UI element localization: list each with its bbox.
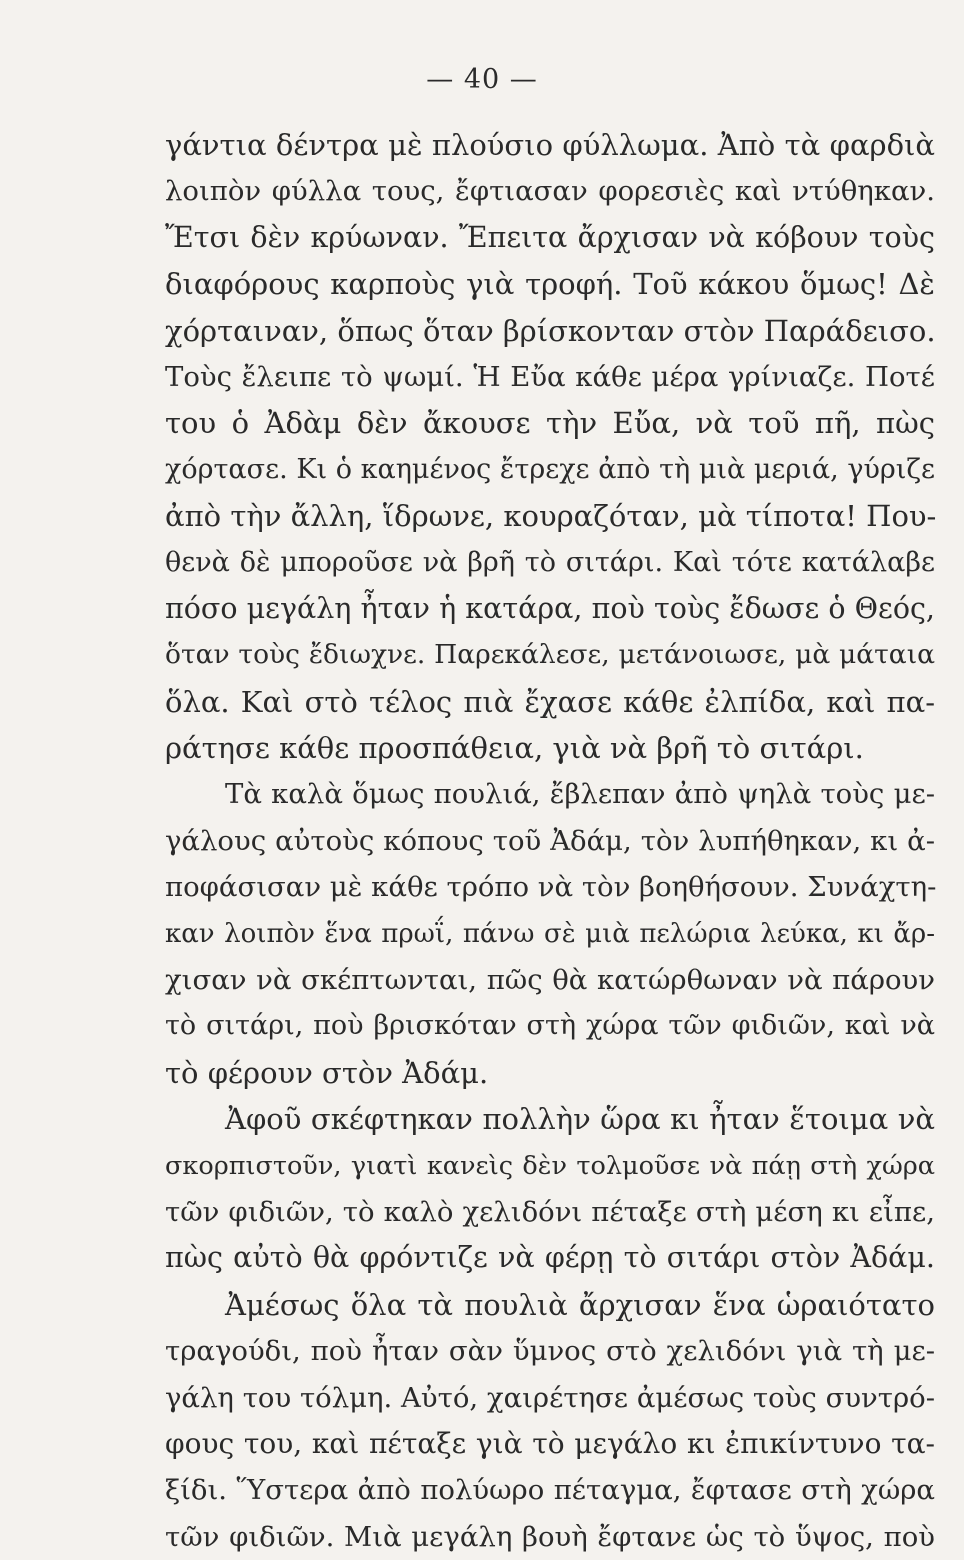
text-line: γάντια δέντρα μὲ πλούσιο φύλλωμα. Ἀπὸ τὰ φαρδιὰ (165, 128, 935, 162)
text-line: θενὰ δὲ μποροῦσε νὰ βρῆ τὸ σιτάρι. Καὶ τότε κατάλαβε (165, 546, 935, 578)
text-line: φους του, καὶ πέταξε γιὰ τὸ μεγάλο κι ἐπικίντυνο τα- (165, 1426, 935, 1460)
text-line: πὼς αὐτὸ θὰ φρόντιζε νὰ φέρῃ τὸ σιτάρι στὸν Ἀδάμ. (165, 1241, 935, 1275)
text-line: γάλους αὐτοὺς κόπους τοῦ Ἀδάμ, τὸν λυπήθηκαν, κι ἀ- (165, 824, 935, 857)
text-line: Ἀφοῦ σκέφτηκαν πολλὴν ὥρα κι ἦταν ἕτοιμα νὰ (225, 1102, 935, 1137)
text-line: λοιπὸν φύλλα τους, ἔφτιασαν φορεσιὲς καὶ ντύθηκαν. (165, 175, 935, 208)
text-line: Ἔτσι δὲν κρύωναν. Ἔπειτα ἄρχισαν νὰ κόβουν τοὺς (165, 220, 935, 254)
text-line: γάλη του τόλμη. Αὐτό, χαιρέτησε ἀμέσως τοὺς συντρό- (165, 1381, 935, 1414)
text-line: του ὁ Ἀδὰμ δὲν ἄκουσε τὴν Εὔα, νὰ τοῦ πῆ, πὼς (165, 406, 935, 441)
page-number: — 40 — (426, 64, 538, 95)
text-line: τραγούδι, ποὺ ἦταν σὰν ὕμνος στὸ χελιδόνι γιὰ τὴ με- (165, 1335, 935, 1368)
text-line: ξίδι. Ὕστερα ἀπὸ πολύωρο πέταγμα, ἔφτασε στὴ χώρα (165, 1474, 935, 1507)
text-line: τῶν φιδιῶν. Μιὰ μεγάλη βουὴ ἔφτανε ὡς τὸ ὕψος, ποὺ (165, 1520, 935, 1553)
text-line: ὅταν τοὺς ἔδιωχνε. Παρεκάλεσε, μετάνοιωσε, μὰ μάταια (165, 639, 935, 671)
text-line: Τοὺς ἔλειπε τὸ ψωμί. Ἡ Εὔα κάθε μέρα γρίνιαζε. Ποτέ (165, 360, 935, 393)
text-line: πόσο μεγάλη ἦταν ἡ κατάρα, ποὺ τοὺς ἔδωσε ὁ Θεός, (165, 591, 935, 625)
text-line: Ἀμέσως ὅλα τὰ πουλιὰ ἄρχισαν ἕνα ὡραιότατο (225, 1287, 935, 1322)
text-line: ἀπὸ τὴν ἄλλη, ἵδρωνε, κουραζόταν, μὰ τίποτα! Που- (165, 499, 937, 534)
text-line: ὅλα. Καὶ στὸ τέλος πιὰ ἔχασε κάθε ἐλπίδα, καὶ πα- (165, 684, 935, 719)
text-line: σκορπιστοῦν, γιατὶ κανεὶς δὲν τολμοῦσε νὰ πάῃ στὴ χώρα (165, 1150, 935, 1181)
text-line: Τὰ καλὰ ὅμως πουλιά, ἔβλεπαν ἀπὸ ψηλὰ τοὺς με- (225, 778, 935, 811)
body-text (165, 122, 935, 1560)
text-line: τῶν φιδιῶν, τὸ καλὸ χελιδόνι πέταξε στὴ μέση κι εἶπε, (165, 1195, 935, 1228)
text-line: χόρταιναν, ὅπως ὅταν βρίσκονταν στὸν Παράδεισο. (165, 313, 936, 348)
text-line: τὸ σιτάρι, ποὺ βρισκόταν στὴ χώρα τῶν φιδιῶν, καὶ νὰ (165, 1010, 935, 1042)
text-line: χισαν νὰ σκέπτωνται, πῶς θὰ κατώρθωναν νὰ πάρουν (165, 964, 935, 997)
text-line: ράτησε κάθε προσπάθεια, γιὰ νὰ βρῆ τὸ σιτάρι. (165, 731, 864, 766)
text-line: τὸ φέρουν στὸν Ἀδάμ. (165, 1055, 489, 1090)
text-line: ποφάσισαν μὲ κάθε τρόπο νὰ τὸν βοηθήσουν. Συνάχτη- (165, 871, 937, 904)
text-line: διαφόρους καρποὺς γιὰ τροφή. Τοῦ κάκου ὅμως! Δὲ (165, 267, 935, 302)
text-line: χόρτασε. Κι ὁ καημένος ἔτρεχε ἀπὸ τὴ μιὰ μεριά, γύριζε (165, 453, 935, 485)
text-line: καν λοιπὸν ἕνα πρωΐ, πάνω σὲ μιὰ πελώρια λεύκα, κι ἄρ- (165, 918, 935, 949)
